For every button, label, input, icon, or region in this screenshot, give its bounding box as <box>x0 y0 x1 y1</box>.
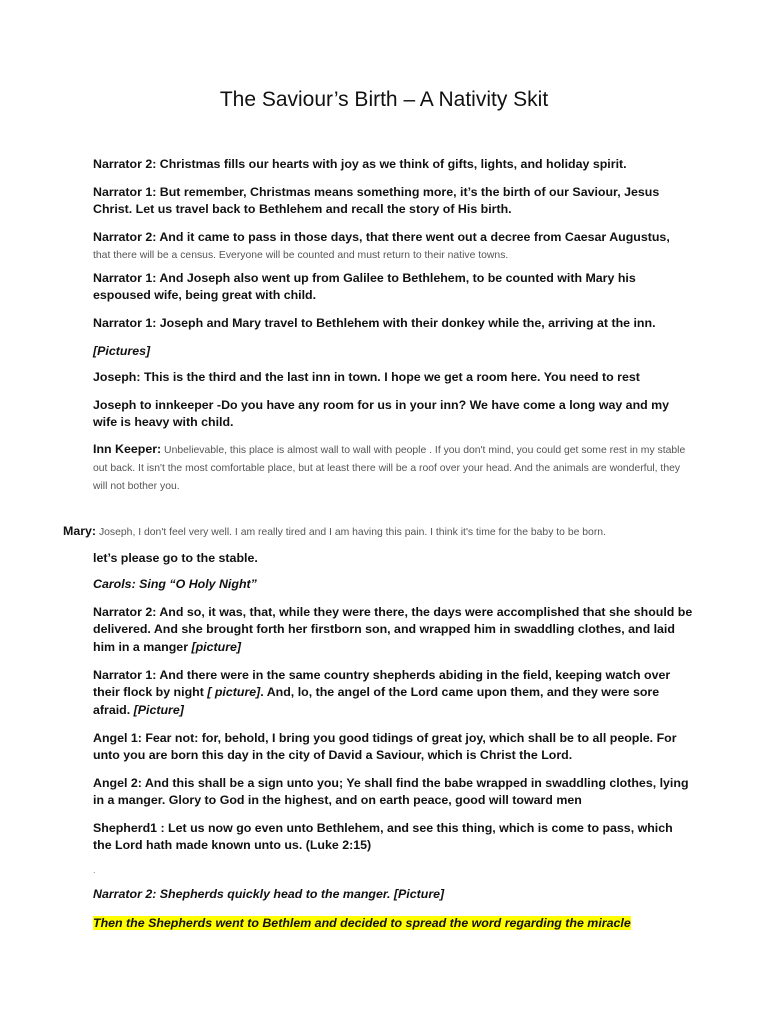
paragraph-narrator1-remember: Narrator 1: But remember, Christmas means something more, it’s the birth of our Saviour, Jesus Christ. Let us travel back to Bethlehem and recall the story of His birth. <box>93 185 660 217</box>
decree-text: Narrator 2: And it came to pass in those days, that there went out a decree from Caesar Augustus, <box>93 230 670 244</box>
mary-label: Mary: <box>63 524 97 538</box>
paragraph-narrator2-intro: Narrator 2: Christmas fills our hearts with joy as we think of gifts, lights, and holiday spirit. <box>93 157 627 171</box>
innkeeper-text: Unbelievable, this place is almost wall to wall with people . If you don't mind, you could get some rest in my stable out back. It isn't the most comfortable place, but at least there will be a roof over your head. And the animals are wonderful, they will not bother you. <box>93 445 686 492</box>
picture-cue-shepherds: [ picture] <box>207 685 261 700</box>
picture-cue-angel: [Picture] <box>133 702 184 717</box>
paragraph-joseph-inn: Joseph: This is the third and the last inn in town. I hope we get a room here. You need to rest <box>93 370 640 384</box>
paragraph-joseph-innkeeper: Joseph to innkeeper -Do you have any room for us in your inn? We have come a long way and my wife is heavy with child. <box>93 398 670 430</box>
paragraph-narrator2-birth <box>93 604 693 656</box>
paragraph-highlighted-ending <box>93 915 693 932</box>
paragraph-narrator2-decree <box>93 229 693 264</box>
stray-period: . <box>93 865 96 875</box>
shepherds-text-b: . And, lo, the angel of the Lord came upon them, and they were sore afraid. <box>93 685 660 717</box>
paragraph-mary <box>63 523 703 541</box>
mary-text: Joseph, I don't feel very well. I am really tired and I am having this pain. I think it's time for the baby to be born. <box>96 527 606 538</box>
innkeeper-label: Inn Keeper: <box>93 442 162 456</box>
picture-cue-birth: [picture] <box>191 639 242 654</box>
birth-text: Narrator 2: And so, it was, that, while they were there, the days were accomplished that she should be delivered. And she brought forth her firstborn son, and wrapped him in swaddling clothes, and laid him in a manger <box>93 605 693 654</box>
highlighted-text: Then the Shepherds went to Bethlem and decided to spread the word regarding the miracle <box>93 916 631 930</box>
census-text: that there will be a census. Everyone will be counted and must return to their native towns. <box>93 250 509 262</box>
paragraph-narrator1-joseph: Narrator 1: And Joseph also went up from Galilee to Bethlehem, to be counted with Mary his espoused wife, being great with child. <box>93 271 636 303</box>
paragraph-narrator1-shepherds <box>93 667 693 719</box>
pictures-cue: [Pictures] <box>93 344 151 358</box>
paragraph-shepherd1: Shepherd1 : Let us now go even unto Bethlehem, and see this thing, which is come to pass, which the Lord hath made known unto us. (Luke 2:15) <box>93 821 673 853</box>
paragraph-stable: let’s please go to the stable. <box>93 551 258 565</box>
paragraph-angel1: Angel 1: Fear not: for, behold, I bring you good tidings of great joy, which shall be to all people. For unto you are born this day in the city of David a Saviour, which is Christ the Lord. <box>93 731 677 763</box>
page-title: The Saviour’s Birth – A Nativity Skit <box>219 88 549 111</box>
paragraph-angel2: Angel 2: And this shall be a sign unto you; Ye shall find the babe wrapped in swaddling clothes, lying in a manger. Glory to God in the highest, and on earth peace, good will toward men <box>93 776 689 808</box>
carols-cue: Carols: Sing “O Holy Night” <box>93 577 257 591</box>
paragraph-narrator2-manger: Narrator 2: Shepherds quickly head to the manger. [Picture] <box>93 887 445 901</box>
paragraph-narrator1-travel: Narrator 1: Joseph and Mary travel to Bethlehem with their donkey while the, arriving at the inn. <box>93 316 656 330</box>
shepherds-text-a: Narrator 1: And there were in the same country shepherds abiding in the field, keeping watch over their flock by night <box>93 668 671 700</box>
paragraph-innkeeper <box>93 441 693 495</box>
